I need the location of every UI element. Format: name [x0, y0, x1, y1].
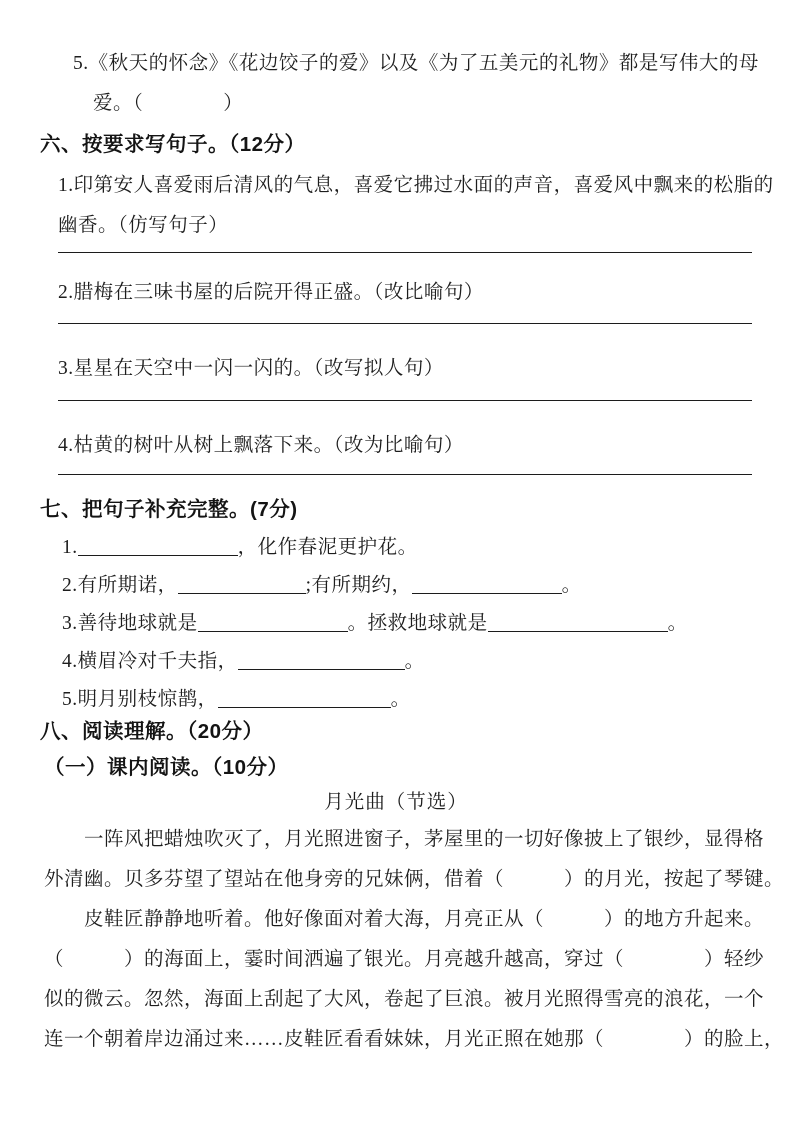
question-5-line-1: 5.《秋天的怀念》《花边饺子的爱》以及《为了五美元的礼物》都是写伟大的母 — [73, 53, 759, 74]
answer-line-3 — [58, 400, 752, 401]
answer-line-4 — [58, 474, 752, 475]
passage-line-6: 连一个朝着岸边涌过来……皮鞋匠看看妹妹，月光正照在她那（ ）的脸上， — [44, 1029, 785, 1050]
answer-line-1 — [58, 252, 752, 253]
item-text: 2.有所期诺， — [62, 575, 178, 596]
section7-item-2 — [62, 567, 792, 605]
blank-underline — [218, 691, 391, 708]
section-8-heading: 八、阅读理解。（20分） — [40, 720, 264, 743]
passage-line-4: （ ）的海面上，霎时间洒遍了银光。月亮越升越高，穿过（ ）轻纱 — [44, 949, 765, 970]
item-text: 。 — [404, 651, 425, 672]
section-8-sub-heading: （一）课内阅读。（10分） — [44, 756, 289, 779]
item-text: 1. — [62, 537, 78, 558]
section-6-heading: 六、按要求写句子。（12分） — [40, 133, 306, 156]
section6-item-3 — [58, 349, 756, 389]
blank-underline — [238, 653, 405, 670]
section-7-heading: 七、把句子补充完整。(7分) — [40, 498, 298, 521]
answer-line-2 — [58, 323, 752, 324]
section6-item-3-line-1: 3.星星在天空中一闪一闪的。（改写拟人句） — [58, 358, 444, 379]
section7-item-1 — [62, 529, 792, 567]
question-5-line-2: 爱。（ ） — [93, 93, 244, 114]
passage-title: 月光曲（节选） — [324, 792, 468, 813]
section6-item-2 — [58, 273, 756, 313]
section6-item-2-line-1: 2.腊梅在三味书屋的后院开得正盛。（改比喻句） — [58, 282, 484, 303]
blank-underline — [78, 539, 238, 556]
passage-line-3: 皮鞋匠静静地听着。他好像面对着大海，月亮正从（ ）的地方升起来。 — [84, 909, 765, 930]
blank-underline — [488, 615, 668, 632]
question-5 — [0, 44, 792, 124]
section6-item-4 — [58, 426, 756, 466]
item-text: ，化作春泥更护花。 — [237, 537, 418, 558]
item-text: 4.横眉冷对千夫指， — [62, 651, 238, 672]
item-text: 3.善待地球就是 — [62, 613, 198, 634]
item-text: 。 — [561, 575, 582, 596]
section6-item-1-line-2: 幽香。（仿写句子） — [58, 215, 229, 236]
section7-item-3 — [62, 605, 792, 643]
item-text: ;有所期约， — [305, 575, 412, 596]
item-text: 5.明月别枝惊鹊， — [62, 689, 218, 710]
passage-line-1: 一阵风把蜡烛吹灭了，月光照进窗子，茅屋里的一切好像披上了银纱，显得格 — [84, 829, 765, 850]
passage-line-2: 外清幽。贝多芬望了望站在他身旁的兄妹俩，借着（ ）的月光，按起了琴键。 — [44, 869, 785, 890]
section7-item-4 — [62, 643, 792, 681]
passage-line-5: 似的微云。忽然，海面上刮起了大风，卷起了巨浪。被月光照得雪亮的浪花，一个 — [44, 989, 765, 1010]
blank-underline — [412, 577, 562, 594]
blank-underline — [198, 615, 348, 632]
section6-item-4-line-1: 4.枯黄的树叶从树上飘落下来。（改为比喻句） — [58, 435, 464, 456]
section6-item-1 — [58, 166, 774, 246]
item-text: 。 — [390, 689, 411, 710]
item-text: 。 — [667, 613, 688, 634]
blank-underline — [178, 577, 306, 594]
section6-item-1-line-1: 1.印第安人喜爱雨后清风的气息，喜爱它拂过水面的声音，喜爱风中飘来的松脂的 — [58, 175, 774, 196]
item-text: 。拯救地球就是 — [347, 613, 488, 634]
